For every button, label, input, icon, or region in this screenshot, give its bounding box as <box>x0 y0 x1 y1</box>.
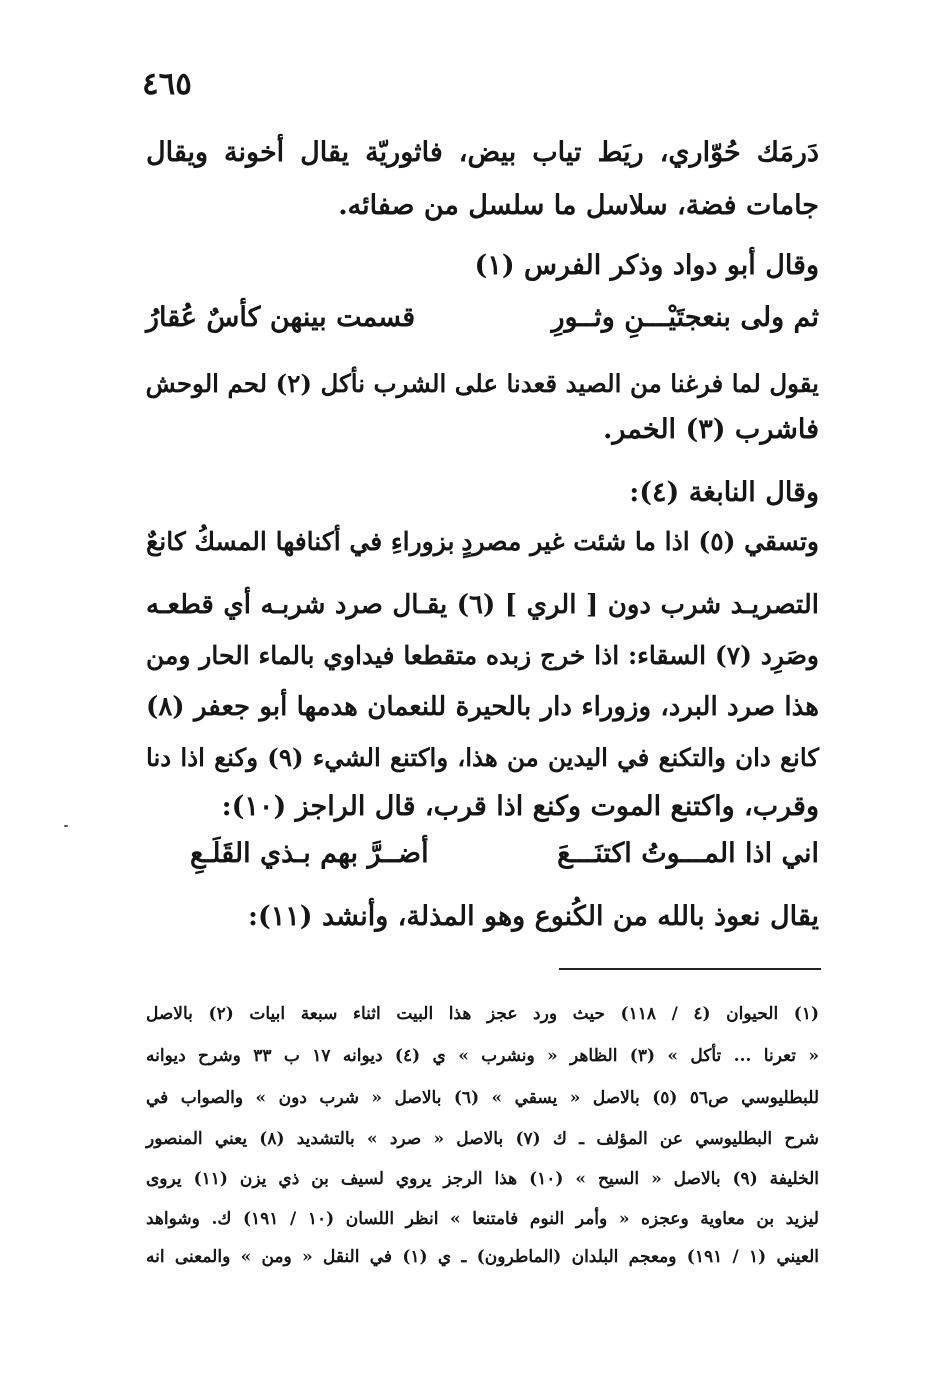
poem-verse <box>146 298 819 338</box>
body-line: يقال نعوذ بالله من الكُنوع وهو المذلة، وأنشد (١١): <box>248 901 819 932</box>
poem-verse <box>190 834 819 874</box>
body-line: كانع دان والتكنع في اليدين من هذا، واكتنع الشيء (٩) وكنع اذا دنا <box>146 743 820 772</box>
verse-first-hemistich: ثم ولى بنعجتَيْـــنِ وثــورِ <box>551 302 819 333</box>
poem-verse <box>146 522 819 562</box>
body-line: فاشرب (٣) الخمر. <box>602 414 819 445</box>
scan-speck <box>64 825 68 827</box>
footnote-line: « تعرنا ... تأكل » (٣) الظاهر « ونشرب » ي (٤) ديوانه ١٧ ب ٣٣ وشرح ديوانه <box>146 1046 819 1066</box>
body-line: وقرب، واكتنع الموت وكنع اذا قرب، قال الراجز (١٠): <box>221 791 819 822</box>
footnote-divider <box>559 968 821 970</box>
footnote-line: شرح البطليوسي عن المؤلف ـ ك (٧) بالاصل « صرد » بالتشديد (٨) يعني المنصور <box>146 1129 819 1149</box>
body-line: يقول لما فرغنا من الصيد قعدنا على الشرب نأكل (٢) لحم الوحش <box>145 369 819 398</box>
body-line: جامات فضة، سلاسل ما سلسل من صفائه. <box>338 190 819 221</box>
verse-second-hemistich: قسمت بينهن كأسٌ عُقارُ <box>146 302 416 333</box>
page-number: ٤٦٥ <box>142 66 192 102</box>
body-line: وصَرِد (٧) السقاء: اذا خرج زبده متقطعا فيداوي بالماء الحار ومن <box>146 641 819 670</box>
body-line: وقال النابغة (٤): <box>629 477 819 508</box>
footnote-line: للبطليوسي ص٥٦ (٥) بالاصل « يسقي » (٦) بالاصل « شرب دون » والصواب في <box>146 1088 819 1108</box>
footnote-line: الخليفة (٩) بالاصل « السيح » (١٠) هذا الرجز يروي لسيف بن ذي يزن (١١) يروى <box>146 1169 820 1189</box>
footnote-line: العيني (١ / ١٩١) ومعجم البلدان (الماطرون) ـ ي (١) في النقل « ومن » والمعنى انه <box>146 1247 820 1267</box>
footnote-line: ليزيد بن معاوية وعجزه « وأمر النوم فامتنعا » انظر اللسان (١٠ / ١٩١) ك. وشواهد <box>146 1209 819 1229</box>
verse-first-hemistich: وتسقي (٥) اذا ما شئت غير مصردٍ <box>461 527 819 556</box>
body-line: هذا صرد البرد، وزوراء دار بالحيرة للنعمان هدمها أبو جعفر (٨) <box>146 692 819 722</box>
verse-second-hemistich: أضــرَّ بهم بـذي القَلَـعِ <box>190 838 429 869</box>
verse-first-hemistich: اني اذا المـــوتُ اكتنَـــعَ <box>557 838 819 869</box>
footnote-line: (١) الحيوان (٤ / ١١٨) حيث ورد عجز هذا البيت اثناء سبعة ابيات (٢) بالاصل <box>146 1004 819 1024</box>
body-line: وقال أبو دواد وذكر الفرس (١) <box>474 250 819 281</box>
verse-second-hemistich: بزوراءِ في أكنافها المسكُ كانعٌ <box>146 527 455 556</box>
body-line: دَرمَك حُوّاري، ريَط تياب بيض، فاثوريّة يقال أخونة ويقال <box>146 137 819 168</box>
body-line: التصريـد شرب دون [ الري ] (٦) يقـال صرد شربـه أي قطعـه <box>146 590 819 620</box>
